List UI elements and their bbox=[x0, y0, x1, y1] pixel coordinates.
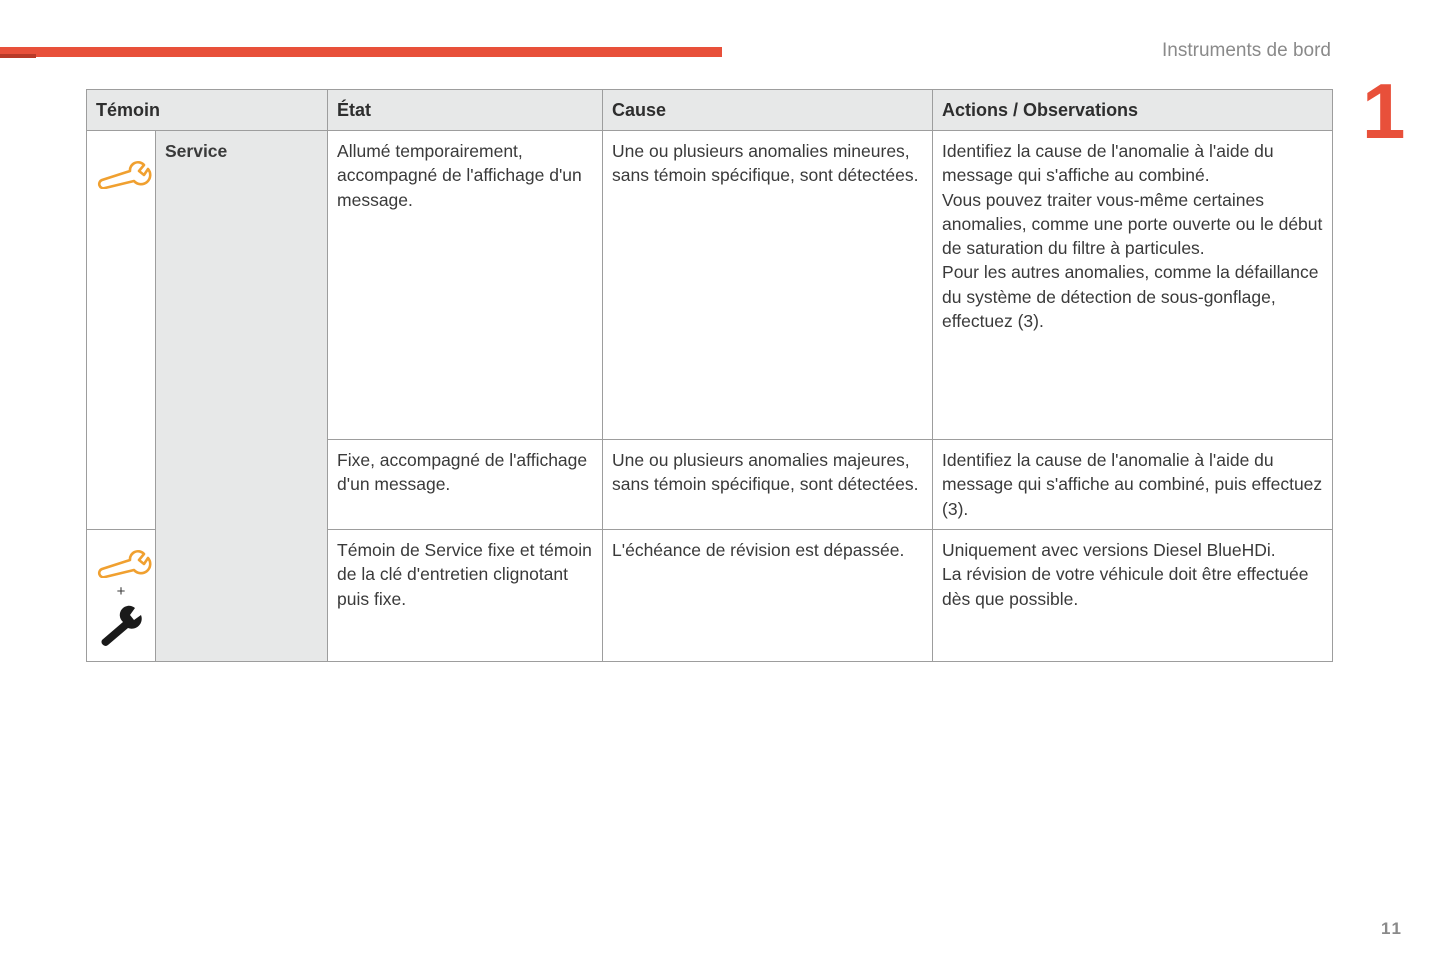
action-line: La révision de votre véhicule doit être effectuée dès que possible. bbox=[942, 564, 1309, 609]
warning-lights-table bbox=[86, 89, 1333, 662]
table-header-row bbox=[87, 90, 1333, 131]
cause-cell: Une ou plusieurs anomalies mineures, sans témoin spécifique, sont détectées. bbox=[603, 131, 933, 440]
actions-cell bbox=[933, 131, 1333, 440]
action-line: Pour les autres anomalies, comme la défaillance du système de détection de sous-gonflage, effectuez (3). bbox=[942, 262, 1319, 332]
indicator-icon-cell bbox=[87, 131, 156, 530]
column-header-etat: État bbox=[328, 90, 603, 131]
section-title: Instruments de bord bbox=[1162, 40, 1331, 61]
column-header-actions: Actions / Observations bbox=[933, 90, 1333, 131]
column-header-cause: Cause bbox=[603, 90, 933, 131]
actions-cell bbox=[933, 440, 1333, 530]
etat-cell: Témoin de Service fixe et témoin de la clé d'entretien clignotant puis fixe. bbox=[328, 530, 603, 662]
header-accent-bar-tab bbox=[0, 54, 36, 58]
icon-separator: + bbox=[116, 583, 126, 601]
header-accent-bar bbox=[0, 47, 722, 57]
actions-cell bbox=[933, 530, 1333, 662]
etat-cell: Allumé temporairement, accompagné de l'affichage d'un message. bbox=[328, 131, 603, 440]
column-header-temoin: Témoin bbox=[87, 90, 328, 131]
indicator-icon-cell bbox=[87, 530, 156, 662]
service-wrench-icon bbox=[96, 139, 146, 195]
maintenance-spanner-icon bbox=[96, 600, 146, 652]
etat-cell: Fixe, accompagné de l'affichage d'un message. bbox=[328, 440, 603, 530]
table-row bbox=[87, 131, 1333, 440]
service-wrench-icon bbox=[96, 538, 146, 584]
chapter-number: 1 bbox=[1362, 67, 1406, 155]
indicator-name: Service bbox=[156, 131, 328, 662]
action-line: Vous pouvez traiter vous-même certaines anomalies, comme une porte ouverte ou le début de saturation du filtre à particules. bbox=[942, 189, 1323, 259]
action-line: Identifiez la cause de l'anomalie à l'aide du message qui s'affiche au combiné, puis effectuez (3). bbox=[942, 450, 1323, 519]
action-line: Uniquement avec versions Diesel BlueHDi. bbox=[942, 540, 1276, 560]
cause-cell: L'échéance de révision est dépassée. bbox=[603, 530, 933, 662]
page-number: 11 bbox=[1381, 919, 1403, 938]
action-line: Identifiez la cause de l'anomalie à l'aide du message qui s'affiche au combiné. bbox=[942, 141, 1274, 186]
cause-cell: Une ou plusieurs anomalies majeures, sans témoin spécifique, sont détectées. bbox=[603, 440, 933, 530]
